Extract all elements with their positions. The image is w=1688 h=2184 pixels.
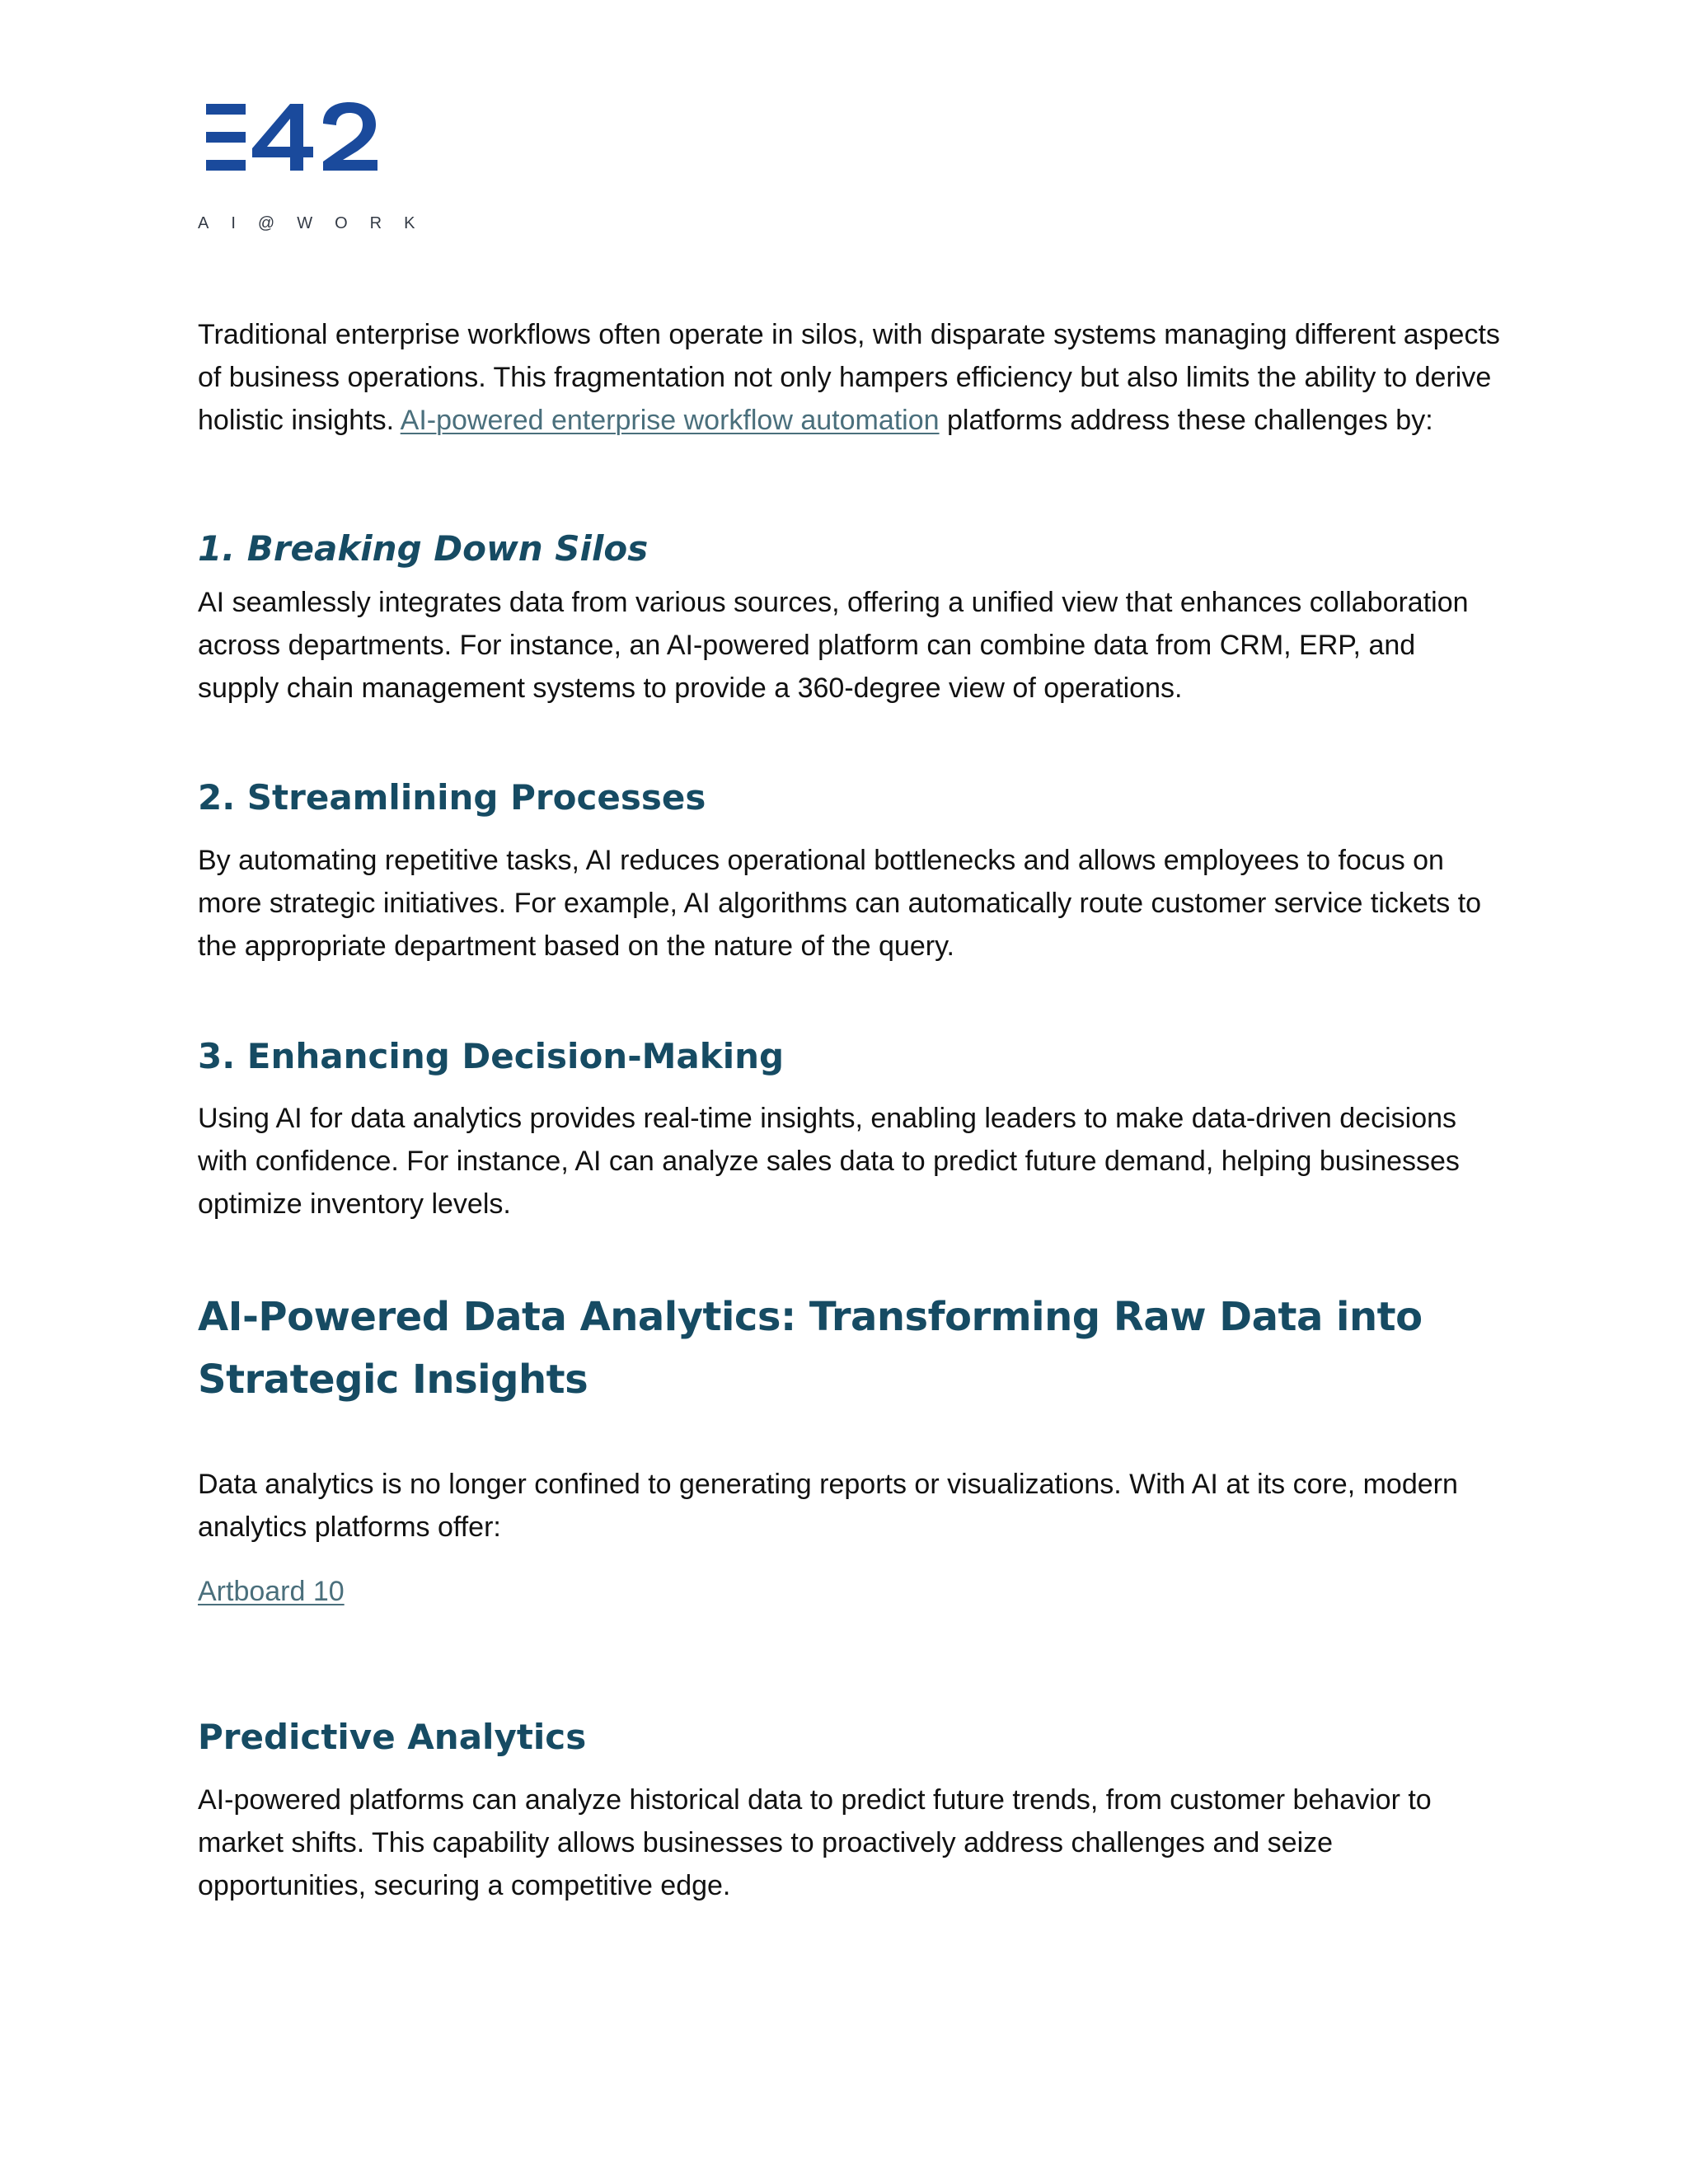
company-logo xyxy=(198,97,437,237)
predictive-analytics-section xyxy=(198,1714,1500,1760)
section-heading: 2. Streamlining Processes xyxy=(198,777,706,818)
section-body: Using AI for data analytics provides real-time insights, enabling leaders to make data-driven decisions with confidence. For instance, AI can analyze sales data to predict future demand, helping businesses optimize inventory levels. xyxy=(198,1103,1460,1220)
predictive-body-container xyxy=(198,1779,1500,1907)
analytics-body-container xyxy=(198,1463,1500,1549)
analytics-section xyxy=(198,1286,1484,1411)
predictive-heading: Predictive Analytics xyxy=(198,1717,587,1757)
artboard-link[interactable]: Artboard 10 xyxy=(198,1576,345,1607)
e42-logo-icon xyxy=(198,97,437,188)
workflow-automation-link[interactable]: AI-powered enterprise workflow automation xyxy=(400,405,940,436)
section-body: AI seamlessly integrates data from various sources, offering a unified view that enhances collaboration across departments. For instance, an AI-powered platform can combine data from CRM, ERP, and supply chain management systems to provide a 360-degree view of operations. xyxy=(198,587,1469,704)
section-breaking-down-silos xyxy=(198,526,1500,572)
intro-text-before: Traditional enterprise workflows often operate in silos, with disparate systems managing different aspects of business operations. This fragmentation not only hampers efficiency but also limits the ability to derive holistic insights. xyxy=(198,319,1500,436)
section-body-container xyxy=(198,581,1500,710)
logo-tagline: AI@WORK xyxy=(198,214,438,232)
analytics-body: Data analytics is no longer confined to generating reports or visualizations. With AI at its core, modern analytics platforms offer: xyxy=(198,1469,1458,1543)
section-enhancing-decision-making xyxy=(198,1033,1500,1080)
section-heading: 1. Breaking Down Silos xyxy=(198,528,649,569)
analytics-heading: AI-Powered Data Analytics: Transforming Raw Data into Strategic Insights xyxy=(198,1294,1423,1403)
intro-paragraph xyxy=(198,313,1500,442)
section-body-container xyxy=(198,839,1500,968)
section-heading: 3. Enhancing Decision-Making xyxy=(198,1036,785,1076)
predictive-body: AI-powered platforms can analyze historical data to predict future trends, from customer behavior to market shifts. This capability allows businesses to proactively address challenges and seize opportunities, securing a competitive edge. xyxy=(198,1784,1432,1901)
artboard-link-container xyxy=(198,1570,1500,1613)
section-body-container xyxy=(198,1097,1500,1226)
section-body: By automating repetitive tasks, AI reduces operational bottlenecks and allows employees to focus on more strategic initiatives. For example, AI algorithms can automatically route customer service tickets to the appropriate department based on the nature of the query. xyxy=(198,845,1482,962)
section-streamlining-processes xyxy=(198,775,1500,821)
intro-text-after: platforms address these challenges by: xyxy=(939,405,1433,436)
